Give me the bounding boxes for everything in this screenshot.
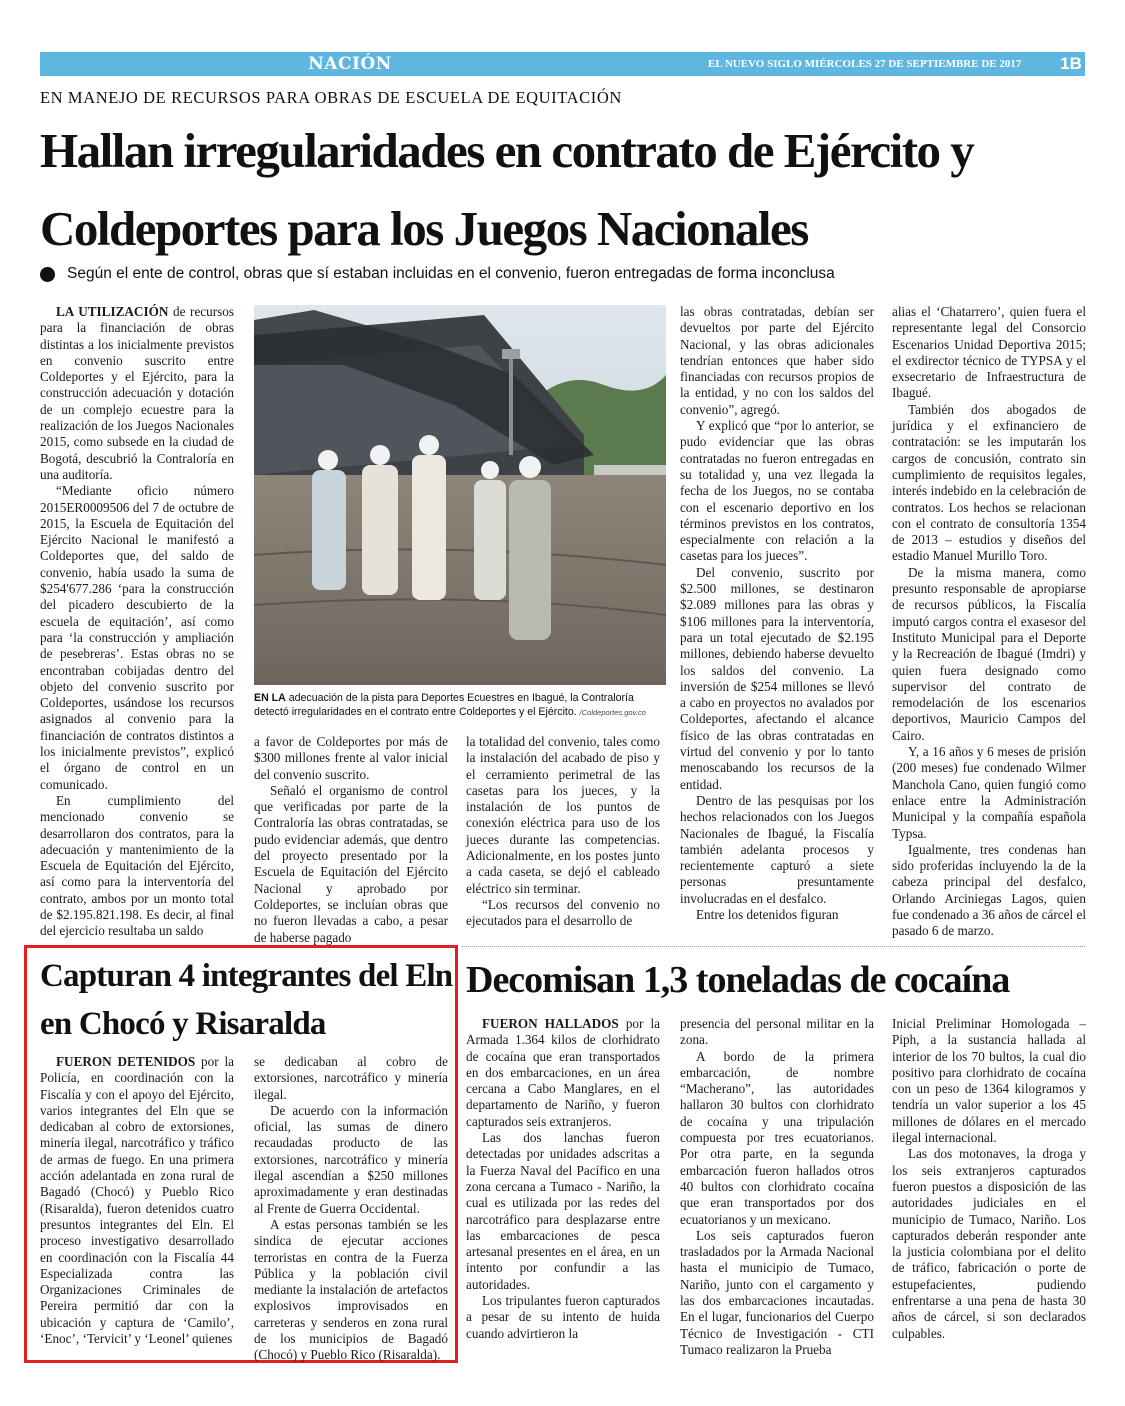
section-name: NACIÓN [308,54,392,74]
paragraph: se dedicaban al cobro de extorsiones, narcotráfico y minería ilegal. [254,1054,448,1102]
paragraph: “Mediante oficio número 2015ER0009506 del 7 de octubre de 2015, la Escuela de Equitación del Ejército Nacional le manifestó a Coldeportes que, del saldo de convenio, había usado la suma de $254'677.286 ‘para la construcción del picadero descubierto de la escuela de equitación’, así como para ‘la construcción y ampliación de pesebreras’. Estas obras no se encontraban cobijadas dentro del objeto del convenio suscrito por Coldeportes, usándose los recursos asignados al convenio para la financiación de contratos distintos a los inicialmente previstos”, explicó el órgano de control en un comunicado. [40,483,234,792]
main-column-2 [254,734,448,944]
paragraph: A bordo de la primera embarcación, de nombre “Macherano”, las autoridades hallaron 30 bultos con clorhidrato de cocaína y una tripulación compuesta por tres ecuatorianos. Por otra parte, en la segunda embarcación fueron hallados otros 40 bultos con clorhidrato cocaína que eran transportados por dos ecuatorianos y un mexicano. [680,1048,874,1227]
paragraph: También dos abogados de jurídica y el exfinanciero de contratación: se les imputarán los cargos de concusión, contrato sin cumplimiento de requisitos legales, interés indebido en la celebración de contratos. Los hechos se relacionan con el contrato de consultoría 1354 de 2013 – estudios y diseños del estadio Manuel Murillo Toro. [892,401,1086,564]
main-column-3 [466,734,660,944]
caption-text: adecuación de la pista para Deportes Ecuestres en Ibagué, la Contraloría detectó irregularidades en el contrato entre Coldeportes y el Ejército. [254,692,634,718]
paragraph: Los seis capturados fueron trasladados por la Armada Nacional hasta el municipio de Tumaco, Nariño, junto con el cargamento y las dos embarcaciones incautadas. En el lugar, funcionarios del Cuerpo Técnico de Investigación - CTI Tumaco realizaron la Prueba [680,1227,874,1357]
stadium-photo-illustration [254,305,666,685]
main-headline: Hallan irregularidades en contrato de Ejército y Coldeportes para los Juegos Nacionales [40,123,974,256]
paragraph: De la misma manera, como presunto responsable de apropiarse de recursos públicos, la Fiscalía imputó cargos contra el exasesor del Instituto Municipal para el Deporte y la Recreación de Ibagué (Imdri) y quien fuera designado como supervisor del contrato de remodelación de los escenarios deportivos, Mauricio Campos del Cairo. [892,564,1086,743]
paragraph: En cumplimiento del mencionado convenio se desarrollaron dos contratos, para la adecuación y mantenimiento de la Escuela de Equitación del Ejército, así como para la interventoría del contrato, ambos por un monto total de $2.195.821.198. Es decir, al final del ejercicio resultaba un saldo [40,792,234,939]
paragraph: Los tripulantes fueron capturados a pesar de su intento de huida cuando advirtieron la [466,1293,660,1341]
paragraph: Inicial Preliminar Homologada – Piph, a la sustancia hallada al interior de los 70 bultos, la cual dio positivo para clorhidrato de cocaína con un peso de 1364 kilogramos y tendría un valor superior a los 45 millones de dólares en el mercado ilegal internacional. [892,1016,1086,1146]
story3-column-3 [892,1016,1086,1386]
main-deck [40,265,835,283]
section-header-band [40,52,1085,76]
story3-column-1 [466,1016,660,1386]
story3-column-2 [680,1016,874,1386]
publication-date: EL NUEVO SIGLO MIÉRCOLES 27 DE SEPTIEMBRE DE 2017 [708,58,1022,70]
main-kicker: EN MANEJO DE RECURSOS PARA OBRAS DE ESCUELA DE EQUITACIÓN [40,88,622,107]
bullet-icon [40,267,55,282]
story2-column-1 [40,1054,234,1354]
paragraph: de recursos para la financiación de obras distintas a los inicialmente previstos en convenio suscrito entre Coldeportes y el Ejército, para la construcción adecuación y dotación de un complejo ecuestre para la realización de los Juegos Nacionales 2015, como subsede en la ciudad de Bogotá, descubrió la Contraloría en una auditoría. [40,304,234,482]
story3-headline: Decomisan 1,3 toneladas de cocaína [466,959,1010,1001]
main-column-1 [40,304,234,944]
paragraph: Las dos motonaves, la droga y los seis extranjeros capturados fueron puestos a disposición de las autoridades judiciales en el municipio de Tumaco, Nariño. Los capturados deberán responder ante la justicia colombiana por el delito de tráfico, fabricación o porte de estupefacientes, pudiendo enfrentarse a una pena de hasta 30 años de cárcel, si son declarados culpables. [892,1146,1086,1341]
lead-in: LA UTILIZACIÓN [56,304,169,319]
paragraph: Del convenio, suscrito por $2.500 millones, se destinaron $2.089 millones para las obras y $106 millones para la interventoría, para un total ejecutado de $2.195 millones, debiendo haberse devuelto los saldos del convenio. La inversión de $254 millones se llevó a cabo en proyectos no avalados por Coldeportes, afectando el alcance físico de las obras contratadas en virtud del convenio y por lo tanto menoscabando los recursos de la entidad. [680,564,874,792]
paragraph: la totalidad del convenio, tales como la instalación del acabado de piso y el cerramiento perimetral de las casetas para los jueces, y la instalación de los puntos de conexión eléctrica para uso de los jueces durante las competencias. Adicionalmente, en los postes junto a cada caseta, se dejó el cableado eléctrico sin terminar. [466,734,660,896]
paragraph: Y, a 16 años y 6 meses de prisión (200 meses) fue condenado Wilmer Manchola Cano, quien fungió como enlace entre la Administración Municipal y la compañía española Typsa. [892,744,1086,841]
paragraph: A estas personas también se les sindica de ejecutar acciones terroristas en contra de la Fuerza Pública y la población civil mediante la instalación de artefactos explosivos improvisados en carreteras y senderos en zona rural de los municipios de Bagadó (Chocó) y Pueblo Rico (Risaralda). [254,1216,448,1363]
paragraph: alias el ‘Chatarrero’, quien fuera el representante legal del Consorcio Escenarios Unidad Deportiva 2015; el exdirector técnico de TYPSA y el exsecretario de Infraestructura de Ibagué. [892,304,1086,401]
paragraph: Las dos lanchas fueron detectadas por unidades adscritas a la Fuerza Naval del Pacífico en una zona cercana a Tumaco - Nariño, la cual es utilizada por las redes del narcotráfico para desplazarse entre las embarcaciones de pesca artesanal presentes en el área, en un intento por confundir a las autoridades. [466,1130,660,1292]
main-column-4 [680,304,874,944]
section-divider [462,946,1085,947]
paragraph: presencia del personal militar en la zona. [680,1016,874,1048]
paragraph: De acuerdo con la información oficial, las sumas de dinero recaudadas producto de las extorsiones, narcotráfico y minería ilegal ascendían a $250 millones aproximadamente y eran destinadas al Frente de Guerra Occidental. [254,1102,448,1216]
main-column-5 [892,304,1086,944]
paragraph: por la Armada 1.364 kilos de clorhidrato de cocaína que eran transportados en dos embarcaciones, en un área cercana a Cabo Manglares, en el departamento de Nariño, y fueron capturados seis extranjeros. [466,1016,660,1129]
paragraph: Señaló el organismo de control que verificadas por parte de la Contraloría las obras contratadas, se pudo evidenciar además, que dentro del proyecto presentado por la Escuela de Equitación del Ejército Nacional y aprobado por Coldeportes, se incluían obras que no fueron llevadas a cabo, a pesar de haberse pagado [254,782,448,945]
page-number: 1B [1060,54,1082,73]
photo-credit: /Coldeportes.gov.co [579,708,646,717]
deck-text: Según el ente de control, obras que sí estaban incluidas en el convenio, fueron entregadas de forma inconclusa [67,265,835,282]
paragraph: a favor de Coldeportes por más de $300 millones frente al valor inicial del convenio suscrito. [254,734,448,782]
caption-lead: EN LA [254,692,286,704]
article-photo [254,305,666,685]
lead-in: FUERON DETENIDOS [56,1054,196,1069]
paragraph: Entre los detenidos figuran [696,906,839,922]
paragraph: por la Policía, en coordinación con la Fiscalía y con el apoyo del Ejército, varios integrantes del Eln que se dedicaban al cobro de extorsiones, minería ilegal, narcotráfico y tráfico de armas de fuego. En una primera acción adelantada en zona rural de Bagadó (Chocó) y Pueblo Rico (Risaralda), fueron detenidos cuatro presuntos integrantes del Eln. El proceso investigativo desarrollado en coordinación con la Fiscalía 44 Especializada contra las Organizaciones Criminales de Pereira permitió dar con la ubicación y captura de ‘Camilo’, ‘Enoc’, ‘Tervicit’ y ‘Leonel’ quienes [40,1054,234,1347]
lead-in: FUERON HALLADOS [482,1016,619,1031]
story2-headline: Capturan 4 integrantes del Eln en Chocó y Risaralda [40,958,453,1042]
story2-column-2 [254,1054,448,1363]
photo-caption [254,691,666,720]
paragraph: Dentro de las pesquisas por los hechos relacionados con los Juegos Nacionales de Ibagué, la Fiscalía también adelanta procesos y recientemente capturó a siete personas presuntamente involucradas en el desfalco. [680,792,874,906]
paragraph: Y explicó que “por lo anterior, se pudo evidenciar que las obras contratadas no fueron entregadas en su totalidad y, una vez llegada la fecha de los Juegos, no se contaba con el escenario deportivo en los términos previstos en los contratos, especialmente con relación a la casetas para los jueces”. [680,418,874,564]
paragraph: Igualmente, tres condenas han sido proferidas incluyendo la de la cabeza principal del desfalco, Orlando Arciniegas Lagos, quien fue condenado a 36 años de cárcel el pasado 6 de marzo. [892,841,1086,939]
paragraph: “Los recursos del convenio no ejecutados para el desarrollo de [466,896,660,929]
paragraph: las obras contratadas, debían ser devueltos por parte del Ejército Nacional, y las obras adicionales tendrían entonces que haber sido financiadas con recursos propios de la entidad, y no con los saldos del convenio”, agregó. [680,304,874,417]
